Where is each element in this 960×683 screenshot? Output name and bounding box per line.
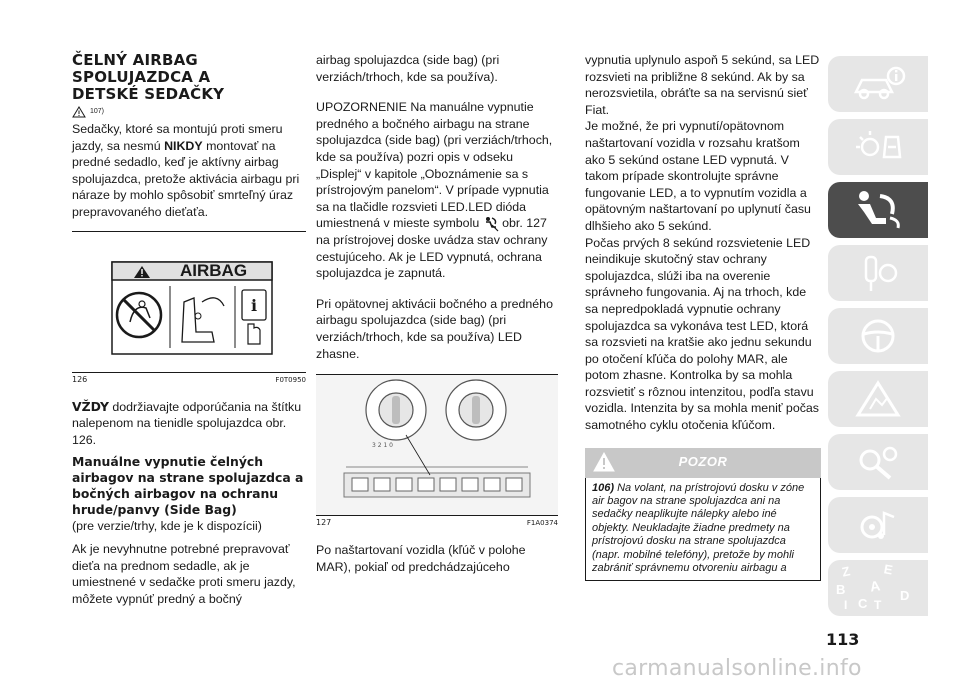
paragraph-6-text-a: UPOZORNENIE Na manuálne vypnutie predného a bočného airbagu na strane spolujazdca (side bag) (pri verziách/trhoch, kde sa používa) pozri opis v odseku „Displej“ v kapitole „Oboznámenie sa s prístrojovým panelom“. V prípade vypnutia sa na tlačidle rozsvieti LED.LED dióda umiestnená v mieste symbolu xyxy=(316,100,553,231)
tab-warning-lights[interactable] xyxy=(828,119,928,175)
column-right xyxy=(585,52,821,581)
tab-multimedia[interactable] xyxy=(828,497,928,553)
section-heading xyxy=(72,52,306,103)
figure-127-caption xyxy=(316,516,558,528)
index-letter: A xyxy=(868,577,882,595)
index-letter: B xyxy=(836,582,846,597)
tab-starting[interactable] xyxy=(828,245,928,301)
airbag-off-icon xyxy=(483,216,499,232)
column-middle xyxy=(316,52,558,575)
tab-index[interactable] xyxy=(828,560,928,616)
warning-header xyxy=(585,448,821,478)
heading-line-3: DETSKÉ SEDAČKY xyxy=(72,85,225,103)
media-icon xyxy=(848,505,908,545)
svg-text:i: i xyxy=(250,295,258,315)
column-left xyxy=(72,52,306,607)
paragraph-1-text-a: Sedačky, ktoré sa montujú proti smeru jazdy, sa nesmú xyxy=(72,122,283,153)
figure-code: F0T0950 xyxy=(275,375,306,384)
warning-box xyxy=(585,448,821,581)
paragraph-10: Je možné, že pri vypnutí/opätovnom naštartovaní vozidla v rozsahu kratšom ako 5 sekúnd ostane LED vypnutá. V takom prípade skontrolujte správne fungovanie LED, a to vypnutím vozidla a opätovným naštartovaní po uplynutí času dlhšieho ako 5 sekúnd. xyxy=(585,119,811,233)
warning-triangle-icon xyxy=(593,452,615,472)
figure-number: 126 xyxy=(72,374,88,384)
dashboard-panel-illustration xyxy=(316,375,558,515)
paragraph-5: airbag spolujazdca (side bag) (pri verziách/trhoch, kde sa používa). xyxy=(316,53,500,84)
paragraph-1-bold: NIKDY xyxy=(164,138,203,153)
service-tools-icon xyxy=(848,442,908,482)
airbag-label-illustration xyxy=(72,232,306,372)
index-letter: Z xyxy=(840,563,852,580)
index-letter: I xyxy=(844,598,848,612)
paragraph-6-text-b: obr. 127 na prístrojovej doske uvádza stav ochrany cestujúceho. Ak je LED vypnutá, ochrana spolujazdca je zapnutá. xyxy=(316,216,548,281)
paragraph-1 xyxy=(72,121,306,221)
tab-emergency[interactable] xyxy=(828,371,928,427)
paragraph-2 xyxy=(72,399,306,449)
warning-title: POZOR xyxy=(678,454,728,470)
paragraph-9: vypnutia uplynulo aspoň 5 sekúnd, sa LED rozsvieti na približne 8 sekúnd. Ak by sa nerozsvietila, obráťte sa na servisnú sieť Fiat. xyxy=(585,53,820,117)
index-letter: T xyxy=(874,598,882,612)
paragraph-6 xyxy=(316,99,558,282)
tab-driving[interactable] xyxy=(828,308,928,364)
figure-127 xyxy=(316,374,558,516)
index-letter: D xyxy=(900,588,910,603)
warning-lights-icon xyxy=(848,127,908,167)
warning-triangle-icon xyxy=(72,106,86,118)
paragraph-2-bold: VŽDY xyxy=(72,398,109,414)
heading-line-2: SPOLUJAZDCA A xyxy=(72,68,211,86)
paragraph-2-text: dodržiavajte odporúčania na štítku nalepenom na tienidle spolujazdca obr. 126. xyxy=(72,399,302,447)
subheading-manual-deactivation: Manuálne vypnutie čelných airbagov na strane spolujazdca a bočných airbagov na ochranu hrude/panvy (Side Bag) xyxy=(72,454,304,518)
steering-wheel-icon xyxy=(848,316,908,356)
index-letter: E xyxy=(882,561,894,578)
figure-code: F1A0374 xyxy=(526,519,558,528)
paragraph-3: (pre verzie/trhy, kde je k dispozícii) xyxy=(72,519,262,534)
figure-126 xyxy=(72,231,306,373)
page-number: 113 xyxy=(826,630,860,649)
reference-number: 107) xyxy=(90,107,105,115)
figure-number: 127 xyxy=(316,518,332,528)
info-car-icon xyxy=(848,64,908,104)
tab-maintenance[interactable] xyxy=(828,434,928,490)
index-letter: C xyxy=(858,596,868,611)
watermark: carmanualsonline.info xyxy=(612,656,862,681)
warning-text: Na volant, na prístrojovú dosku v zóne air bagov na strane spolujazdca ani na sedačky neaplikujte nálepky alebo iné objekty. Neukladajte žiadne predmety na prístrojovú dosku na strane spolujazdca (napr. mobilné telefóny), pretože by mohli zabrániť správnemu otvoreniu airbagu a xyxy=(592,481,805,575)
tab-info[interactable] xyxy=(828,56,928,112)
warning-body xyxy=(585,478,821,581)
heading-reference xyxy=(72,103,306,121)
emergency-icon xyxy=(848,379,908,419)
paragraph-1-text-b: montovať na predné sedadlo, keď je aktívny airbag spolujazdca, pretože aktivácia airbagu pri náraze by mohlo spôsobiť smrteľný úraz prepravovaného dieťaťa. xyxy=(72,138,300,219)
heading-line-1: ČELNÝ AIRBAG xyxy=(72,51,198,69)
paragraph-8: Po naštartovaní vozidla (kľúč v polohe MAR), pokiaľ od predchádzajúceho xyxy=(316,543,526,574)
figure-126-caption xyxy=(72,373,306,385)
key-icon xyxy=(848,253,908,293)
tab-safety[interactable] xyxy=(828,182,928,238)
paragraph-4: Ak je nevyhnutne potrebné prepravovať dieťa na prednom sedadle, ak je umiestnené v sedačke proti smeru jazdy, môžete vypnúť predný a bočný xyxy=(72,541,296,606)
svg-text:3 2 1 0: 3 2 1 0 xyxy=(372,442,393,450)
warning-number: 106) xyxy=(592,481,615,494)
paragraph-7: Pri opätovnej aktivácii bočného a predného airbagu spolujazdca (side bag) (pri verziách/trhoch, kde sa používa) LED zhasne. xyxy=(316,296,553,361)
airbag-label-text: AIRBAG xyxy=(180,260,248,280)
chapter-sidebar xyxy=(828,56,930,623)
seat-airbag-icon xyxy=(848,188,908,232)
paragraph-11: Počas prvých 8 sekúnd rozsvietenie LED neindikuje skutočný stav ochrany spolujazdca, slúži iba na overenie správneho fungovania. Aj na trhoch, kde sa nepredpokladá vypnutie ochrany spolujazdca sa vykonáva test LED, ktorá sa rozsvieti na kratšie ako jednu sekundu po otočení kľúča do polohy MAR, ale potom zhasne. Kontrolka by sa mohla rozsvietiť s rôznou intenzitou, podľa stavu vozidla. Intenzita by sa mohla meniť počas samotného cyklu otočenia kľúčom. xyxy=(585,235,819,433)
